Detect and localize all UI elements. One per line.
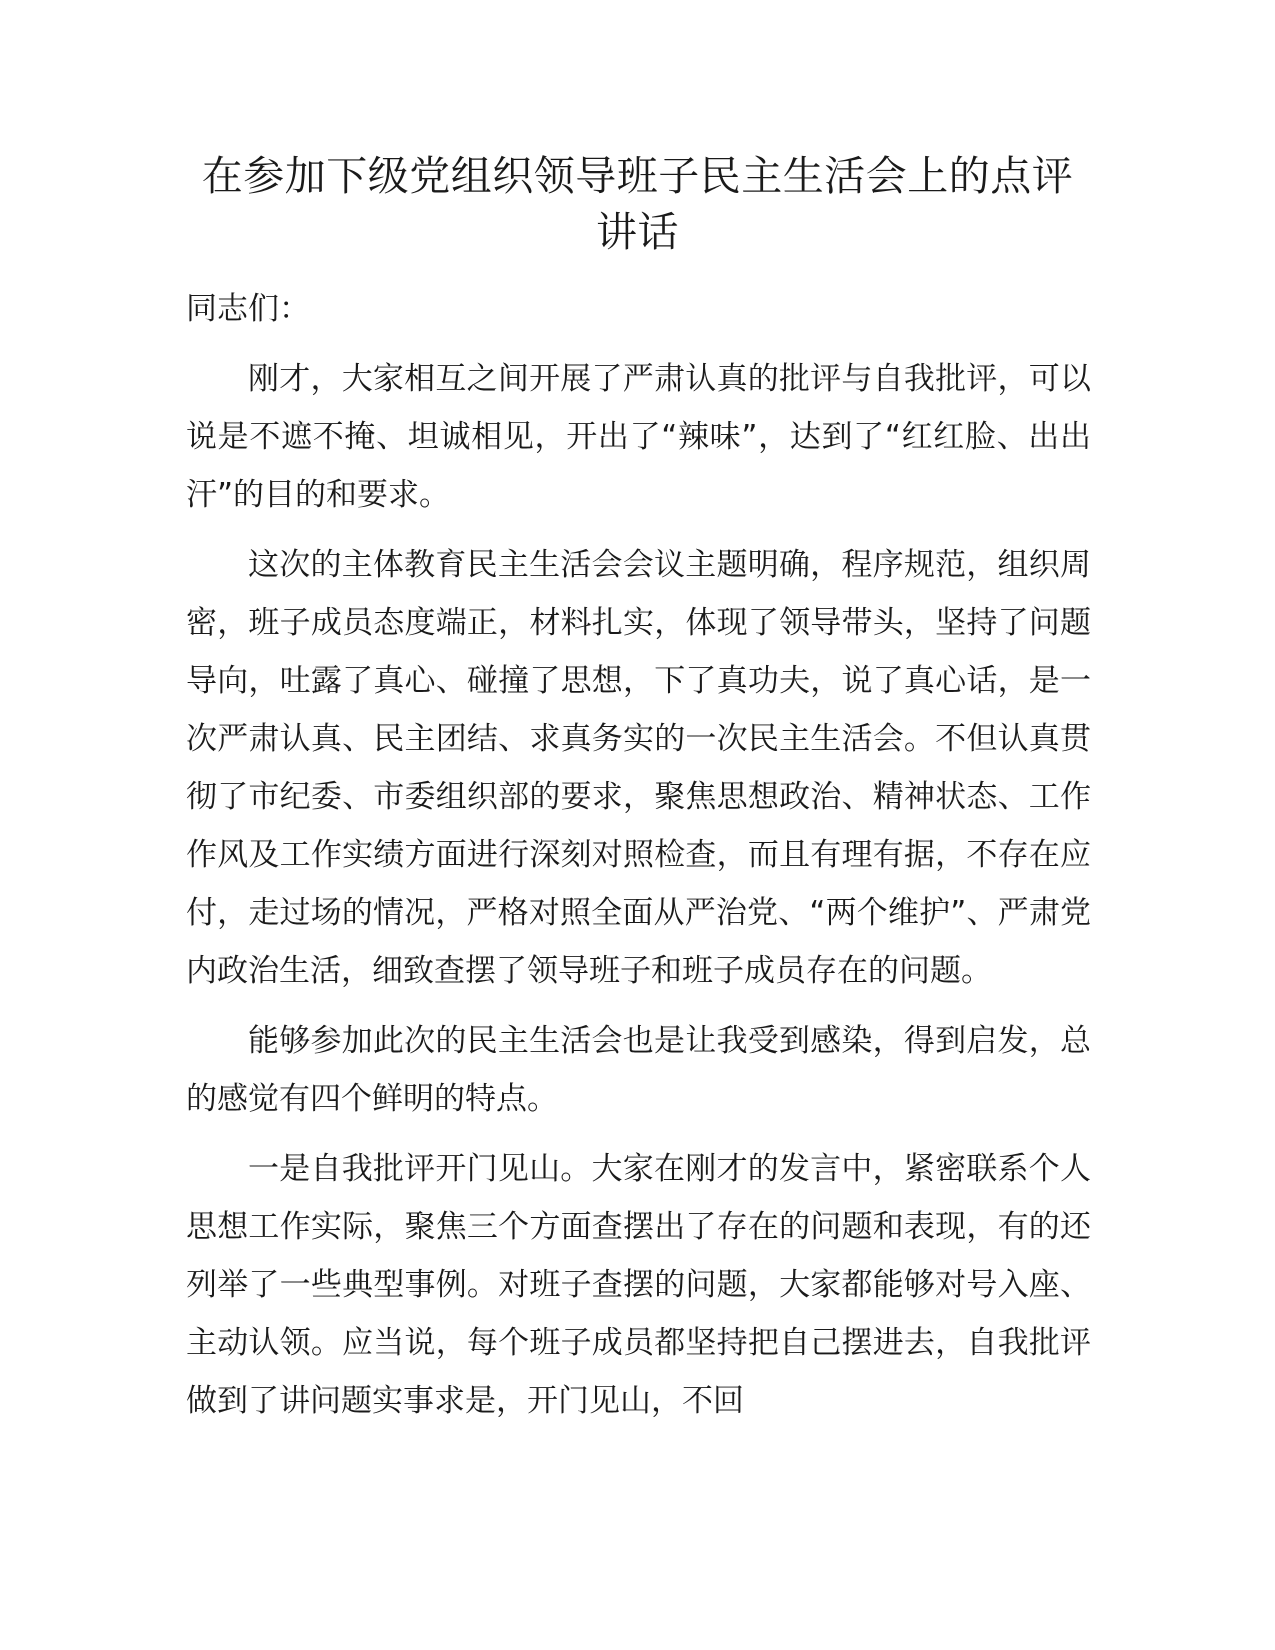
paragraph: 这次的主体教育民主生活会会议主题明确，程序规范，组织周密，班子成员态度端正，材料扎实，体现了领导带头，坚持了问题导向，吐露了真心、碰撞了思想，下了真功夫，说了真心话，是一次严肃认真、民主团结、求真务实的一次民主生活会。不但认真贯彻了市纪委、市委组织部的要求，聚焦思想政治、精神状态、工作作风及工作实绩方面进行深刻对照检查，而且有理有据，不存在应付，走过场的情况，严格对照全面从严治党、“两个维护”、严肃党内政治生活，细致查摆了领导班子和班子成员存在的问题。 [186, 547, 1091, 989]
paragraph: 一是自我批评开门见山。大家在刚才的发言中，紧密联系个人思想工作实际，聚焦三个方面查摆出了存在的问题和表现，有的还列举了一些典型事例。对班子查摆的问题，大家都能够对号入座、主动认领。应当说，每个班子成员都坚持把自己摆进去，自我批评做到了讲问题实事求是，开门见山，不回 [186, 1151, 1091, 1419]
document-title: 在参加下级党组织领导班子民主生活会上的点评讲话 [201, 152, 1074, 256]
paragraph: 刚才，大家相互之间开展了严肃认真的批评与自我批评，可以说是不遮不掩、坦诚相见，开出了“辣味”，达到了“红红脸、出出汗”的目的和要求。 [186, 361, 1091, 513]
paragraph: 能够参加此次的民主生活会也是让我受到感染，得到启发，总的感觉有四个鲜明的特点。 [186, 1023, 1091, 1117]
salutation: 同志们： [186, 291, 310, 327]
document-body [186, 280, 1091, 1442]
